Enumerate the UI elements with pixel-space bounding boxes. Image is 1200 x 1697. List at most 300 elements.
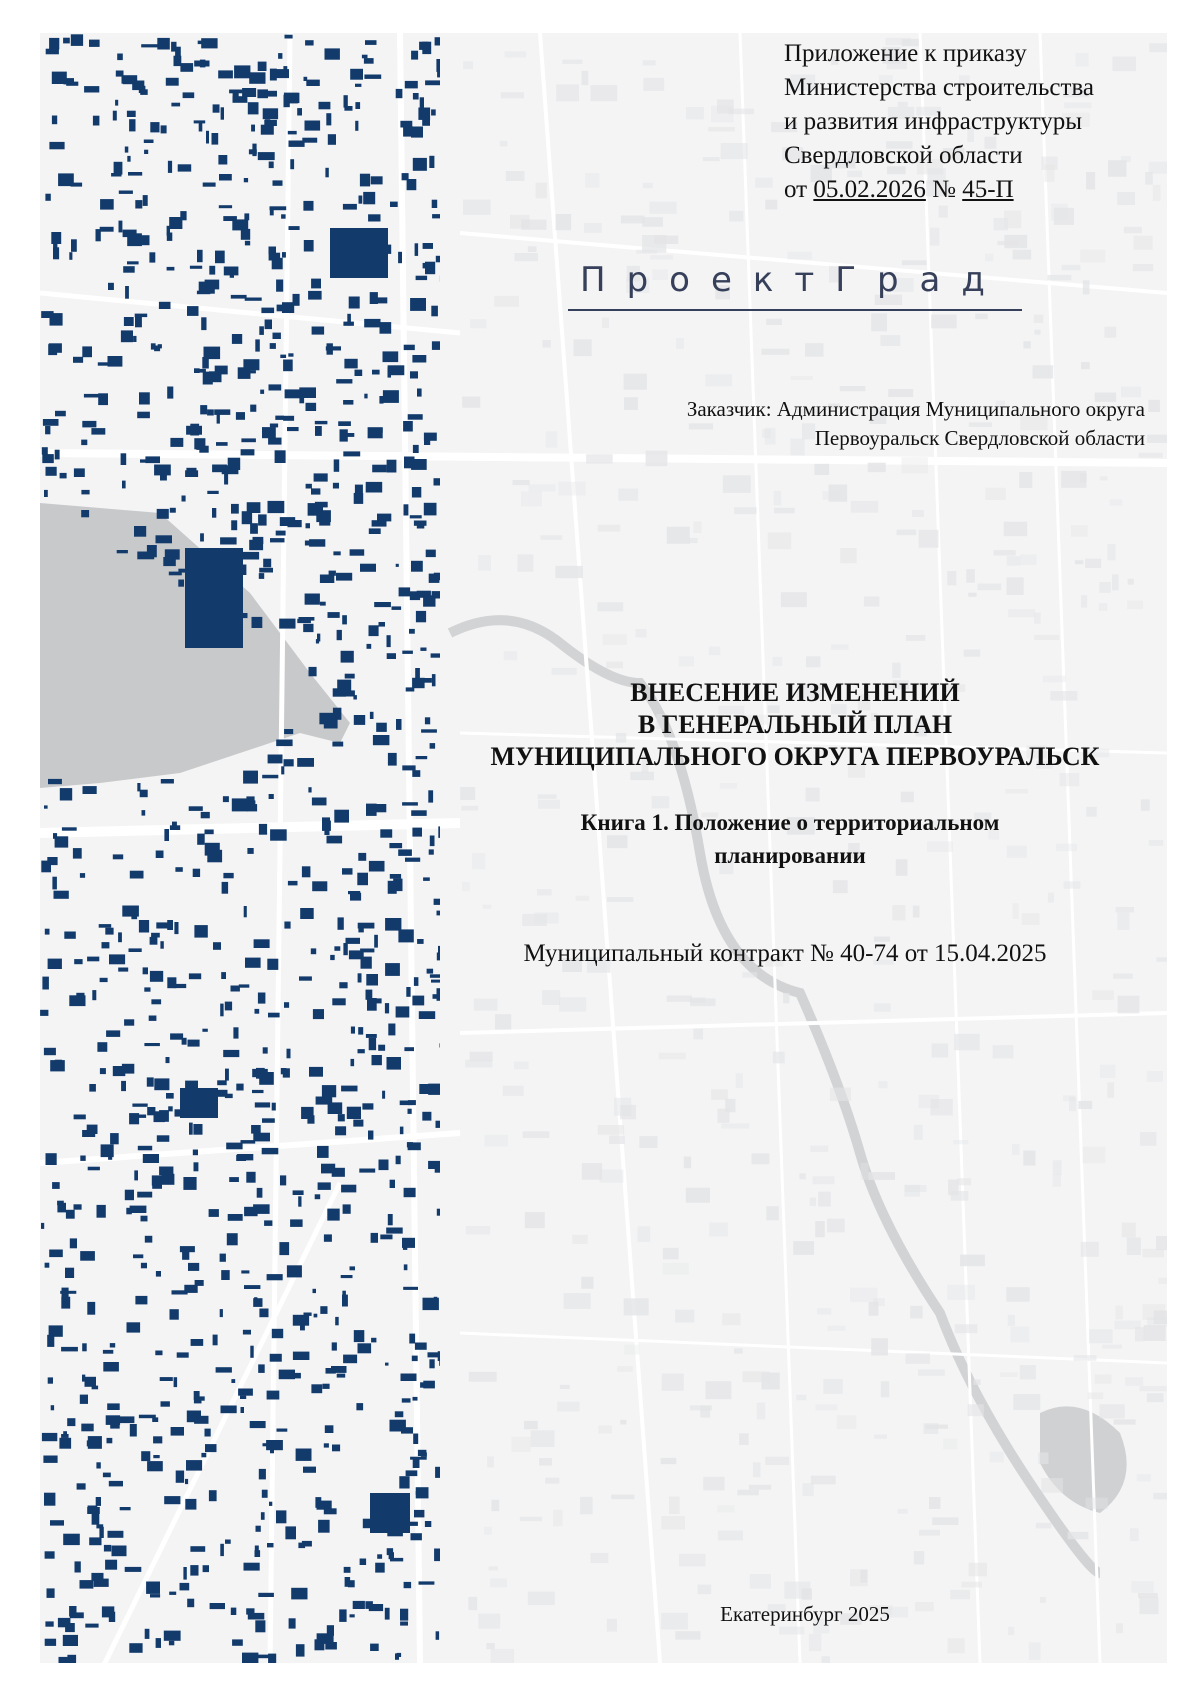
map-block <box>607 1619 617 1632</box>
map-block <box>1033 365 1054 378</box>
building <box>434 1549 440 1562</box>
map-block <box>966 569 975 583</box>
building <box>255 1620 265 1632</box>
building <box>82 1343 87 1351</box>
building <box>288 881 298 886</box>
building <box>363 192 375 204</box>
building <box>408 1142 421 1150</box>
building <box>327 1625 334 1636</box>
building <box>137 783 140 791</box>
map-block <box>742 972 757 978</box>
building <box>327 1209 339 1221</box>
building <box>225 1002 232 1011</box>
building <box>380 829 392 837</box>
building <box>205 830 214 835</box>
building <box>404 1582 412 1588</box>
building <box>289 141 305 147</box>
building <box>309 1067 323 1077</box>
building <box>286 391 294 396</box>
map-road <box>270 33 290 1663</box>
building <box>187 306 199 316</box>
building <box>258 152 275 160</box>
building <box>406 1470 418 1476</box>
building <box>412 1356 418 1362</box>
building <box>141 1216 148 1222</box>
building <box>61 1347 78 1352</box>
building <box>218 1090 228 1097</box>
building <box>313 1009 324 1019</box>
map-block <box>591 85 618 101</box>
building <box>269 162 274 169</box>
building <box>412 770 420 777</box>
map-block <box>709 1223 728 1237</box>
building <box>410 591 420 600</box>
building <box>210 1603 225 1609</box>
building <box>46 49 59 55</box>
building <box>407 179 417 190</box>
building <box>209 1490 217 1501</box>
building <box>309 667 317 676</box>
building <box>55 411 66 417</box>
building <box>48 779 62 784</box>
building <box>425 80 440 85</box>
building <box>343 451 360 456</box>
map-block <box>871 1338 888 1355</box>
building <box>244 178 248 182</box>
building <box>135 315 142 328</box>
building <box>222 882 229 894</box>
building <box>124 1019 134 1025</box>
building <box>315 502 328 508</box>
building <box>241 1270 249 1273</box>
building <box>245 958 261 968</box>
map-block <box>766 1206 779 1220</box>
building <box>318 1182 331 1190</box>
building <box>252 617 263 628</box>
map-block <box>774 508 795 514</box>
map-block <box>1034 315 1044 324</box>
building <box>80 1395 88 1404</box>
building <box>305 594 320 605</box>
building <box>186 1460 202 1471</box>
building <box>183 1177 196 1190</box>
building <box>355 84 361 87</box>
building <box>170 825 180 830</box>
building <box>287 1265 302 1277</box>
map-block <box>1048 893 1054 903</box>
building <box>411 127 423 138</box>
building <box>89 40 100 47</box>
map-block <box>1104 327 1116 338</box>
map-block <box>813 1176 835 1184</box>
map-block <box>939 206 948 218</box>
building <box>390 202 398 207</box>
map-block <box>542 990 560 1005</box>
building <box>48 1377 53 1383</box>
map-block <box>514 1062 529 1070</box>
building <box>275 450 286 463</box>
building <box>101 1144 114 1157</box>
building <box>315 421 328 424</box>
building <box>52 1182 60 1189</box>
map-block <box>709 647 720 656</box>
map-block <box>791 376 813 380</box>
map-block <box>1141 799 1150 810</box>
building <box>436 256 440 262</box>
map-block <box>902 457 928 473</box>
building <box>222 465 239 474</box>
building <box>311 948 316 954</box>
building <box>396 1156 401 1165</box>
building <box>337 680 351 691</box>
building <box>55 450 60 460</box>
building <box>435 1467 440 1478</box>
building <box>46 1153 57 1165</box>
building <box>166 1093 174 1099</box>
building <box>347 1107 361 1119</box>
building <box>428 1352 441 1357</box>
map-block <box>621 216 645 224</box>
map-block <box>1081 1242 1099 1257</box>
map-block <box>675 1310 694 1323</box>
building <box>129 119 135 131</box>
building <box>197 250 203 262</box>
map-block <box>1040 1597 1046 1603</box>
building <box>84 394 100 398</box>
map-block <box>1034 330 1040 335</box>
appendix-date-line <box>784 173 1164 207</box>
building <box>187 1599 194 1608</box>
building <box>129 948 142 952</box>
map-block <box>661 1516 685 1530</box>
building <box>306 523 311 528</box>
building <box>289 1618 296 1628</box>
building <box>242 511 252 524</box>
building <box>270 343 276 349</box>
map-block <box>816 1404 838 1410</box>
building <box>250 523 258 534</box>
building <box>207 409 214 415</box>
map-block <box>698 1585 712 1595</box>
building <box>160 941 163 949</box>
map-block <box>762 349 790 355</box>
building <box>202 1029 207 1032</box>
map-block <box>810 1198 816 1206</box>
map-block <box>1000 1372 1017 1377</box>
building <box>379 396 383 404</box>
map-block <box>818 1192 831 1207</box>
map-block <box>463 200 491 215</box>
building <box>405 858 420 862</box>
map-block <box>515 253 538 261</box>
map-block <box>1007 577 1024 595</box>
building <box>315 426 322 436</box>
building <box>402 802 418 805</box>
map-block <box>469 1372 497 1382</box>
map-block <box>1131 1581 1153 1593</box>
map-block <box>968 1404 984 1416</box>
map-block <box>774 491 781 506</box>
map-block <box>560 1385 570 1389</box>
building <box>215 251 225 264</box>
map-block <box>752 1153 770 1164</box>
building <box>324 1234 332 1241</box>
building <box>269 384 282 390</box>
building <box>419 1011 435 1019</box>
building <box>88 1167 100 1171</box>
building <box>402 173 409 180</box>
map-block <box>654 236 678 245</box>
building <box>42 977 49 990</box>
map-block <box>1020 554 1037 565</box>
map-block <box>993 1045 1014 1058</box>
building <box>387 460 397 473</box>
building <box>273 180 283 185</box>
building <box>280 1175 286 1185</box>
building <box>282 252 286 258</box>
client-block <box>560 395 1145 453</box>
building <box>206 131 209 144</box>
building <box>87 1440 94 1446</box>
building <box>360 949 374 953</box>
building <box>428 1084 440 1095</box>
map-block <box>1140 1598 1159 1615</box>
building <box>220 1254 226 1262</box>
building <box>80 873 85 878</box>
map-block <box>1122 1223 1136 1238</box>
building <box>233 96 248 103</box>
building <box>170 1309 179 1320</box>
building <box>288 131 297 135</box>
building <box>262 1148 279 1154</box>
building <box>339 982 347 988</box>
building <box>400 1622 408 1626</box>
building <box>255 1102 270 1107</box>
building <box>414 1510 424 1518</box>
building <box>438 826 440 838</box>
building <box>308 787 311 792</box>
building <box>358 1027 363 1035</box>
building <box>212 508 216 518</box>
map-block <box>1107 544 1115 560</box>
building <box>89 1537 101 1545</box>
building <box>421 729 437 732</box>
map-block <box>564 1293 591 1309</box>
building <box>410 298 426 311</box>
map-block <box>874 1003 891 1011</box>
building <box>270 1354 282 1362</box>
map-block <box>591 1553 609 1563</box>
map-block <box>624 374 647 390</box>
building <box>225 1540 231 1544</box>
map-block <box>910 1306 923 1319</box>
map-block <box>932 1517 958 1525</box>
map-block <box>1023 341 1030 348</box>
building <box>423 877 430 881</box>
building <box>370 1644 379 1651</box>
map-block <box>1133 264 1153 271</box>
building <box>226 1143 242 1150</box>
building <box>92 990 96 1000</box>
company-logo <box>568 260 1022 320</box>
map-block <box>524 1421 538 1429</box>
building <box>114 357 120 367</box>
map-block <box>755 178 773 188</box>
map-block <box>534 912 558 923</box>
building <box>288 520 302 527</box>
building <box>128 172 142 176</box>
building <box>164 1496 180 1504</box>
map-block <box>1114 1419 1136 1424</box>
building <box>189 973 201 979</box>
map-block <box>1110 499 1123 505</box>
building <box>413 158 427 171</box>
building <box>45 1621 53 1626</box>
map-block <box>833 880 848 893</box>
map-block <box>598 525 620 532</box>
map-block <box>528 246 537 252</box>
building <box>368 1131 373 1140</box>
map-block <box>784 1582 810 1599</box>
building <box>249 149 257 154</box>
building <box>190 266 202 269</box>
map-block <box>1038 1452 1048 1464</box>
building <box>273 69 289 78</box>
building <box>107 1403 120 1410</box>
building <box>156 922 168 928</box>
building <box>45 1551 55 1558</box>
building <box>141 1263 147 1269</box>
building <box>343 1204 351 1213</box>
building <box>180 211 186 220</box>
building <box>109 1612 115 1622</box>
map-block <box>1159 1278 1168 1284</box>
building <box>440 1043 441 1047</box>
building <box>69 1606 76 1617</box>
document-title <box>455 677 1135 773</box>
map-block <box>1083 280 1090 294</box>
map-block <box>757 1403 766 1420</box>
building <box>320 1306 327 1314</box>
map-block <box>556 84 579 101</box>
map-block <box>725 1099 735 1112</box>
building <box>398 252 402 263</box>
map-block <box>639 1136 657 1148</box>
map-block <box>584 223 602 233</box>
building <box>316 639 319 643</box>
building <box>254 1297 257 1306</box>
building <box>162 1174 175 1185</box>
building <box>99 924 112 928</box>
building <box>325 1642 337 1650</box>
building <box>270 829 287 840</box>
map-block <box>599 1170 623 1183</box>
appendix-line: Приложение к приказу <box>784 40 1027 67</box>
building <box>281 1068 287 1074</box>
building <box>92 1386 99 1390</box>
building <box>223 873 233 878</box>
building <box>347 314 351 326</box>
building <box>298 1543 305 1549</box>
building <box>223 796 229 802</box>
building <box>159 1167 173 1176</box>
map-block <box>947 1285 975 1300</box>
map-block <box>624 1298 649 1315</box>
building <box>205 1444 217 1452</box>
map-block <box>643 60 656 65</box>
building <box>429 1359 434 1368</box>
map-block <box>919 530 939 548</box>
building <box>82 1130 95 1137</box>
building <box>263 1047 268 1053</box>
building <box>268 501 285 513</box>
building <box>103 1362 119 1372</box>
building <box>163 557 176 566</box>
building <box>225 1069 229 1081</box>
building <box>379 622 386 627</box>
building <box>253 537 264 544</box>
building <box>293 1190 304 1195</box>
building <box>315 1639 325 1650</box>
building <box>387 653 396 659</box>
map-block <box>1127 601 1143 610</box>
building <box>118 1416 135 1423</box>
map-block <box>1147 1071 1163 1082</box>
building <box>82 421 96 428</box>
building <box>41 1223 44 1229</box>
building <box>51 1405 54 1410</box>
map-block <box>799 1173 805 1179</box>
building <box>408 1109 412 1114</box>
building <box>60 788 72 800</box>
building <box>332 1445 340 1452</box>
building <box>267 1274 283 1280</box>
building <box>236 1084 243 1091</box>
building <box>110 1133 119 1144</box>
building <box>216 442 228 446</box>
building <box>434 573 440 581</box>
building <box>337 630 342 640</box>
building <box>158 344 162 348</box>
map-block <box>720 783 737 789</box>
building <box>73 357 83 363</box>
building <box>424 433 437 441</box>
building <box>170 438 183 447</box>
building <box>48 959 62 969</box>
building <box>168 1106 173 1111</box>
building <box>219 174 232 181</box>
building <box>47 1588 55 1598</box>
map-block <box>932 1043 949 1057</box>
building <box>239 984 250 987</box>
building <box>418 108 430 120</box>
building <box>61 1297 70 1309</box>
building <box>270 424 278 428</box>
building <box>413 358 420 362</box>
map-block <box>1107 1082 1114 1097</box>
building <box>145 1629 150 1639</box>
building <box>296 1644 305 1656</box>
building <box>199 121 203 132</box>
building <box>259 573 264 579</box>
building <box>164 1631 181 1641</box>
building <box>219 205 232 208</box>
map-block <box>1139 1386 1166 1391</box>
map-block <box>1117 913 1129 930</box>
building <box>357 873 368 886</box>
building <box>221 1406 237 1414</box>
building <box>205 1429 211 1437</box>
